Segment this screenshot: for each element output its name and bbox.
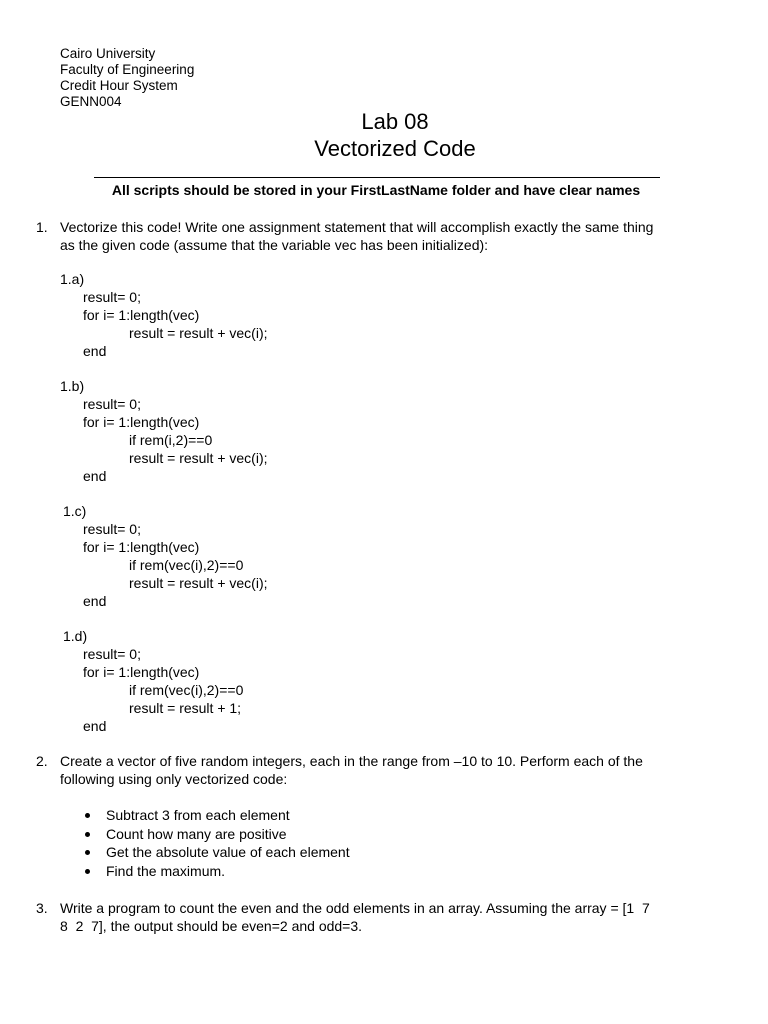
- code-line: result = result + vec(i);: [129, 575, 268, 591]
- bullet-text: Count how many are positive: [106, 825, 287, 842]
- code-part-label: 1.d): [63, 628, 88, 644]
- lab-topic-title: Vectorized Code: [314, 136, 476, 161]
- code-line: result = result + vec(i);: [129, 450, 268, 466]
- code-line: result= 0;: [83, 289, 141, 305]
- code-line: for i= 1:length(vec): [83, 414, 200, 430]
- code-part-label: 1.c): [63, 503, 87, 519]
- bullet-icon: [85, 813, 90, 818]
- code-line: if rem(vec(i),2)==0: [129, 682, 244, 698]
- question-2-line: Create a vector of five random integers, each in the range from –10 to 10. Perform each of the: [60, 753, 643, 769]
- code-line: result = result + vec(i);: [129, 325, 268, 341]
- code-line: result= 0;: [83, 396, 141, 412]
- code-line: end: [83, 343, 107, 359]
- bullet-text: Get the absolute value of each element: [106, 844, 350, 861]
- code-line: if rem(vec(i),2)==0: [129, 557, 244, 573]
- code-line: for i= 1:length(vec): [83, 307, 200, 323]
- institution-header: [60, 46, 194, 110]
- question-3-line: 8 2 7], the output should be even=2 and odd=3.: [60, 918, 363, 934]
- bullet-text: Subtract 3 from each element: [106, 807, 290, 823]
- code-line: end: [83, 468, 107, 484]
- faculty-name: Faculty of Engineering: [60, 62, 195, 77]
- code-part-label: 1.b): [60, 378, 85, 394]
- general-instruction: All scripts should be stored in your FirstLastName folder and have clear names: [111, 182, 641, 198]
- bullet-text: Find the maximum.: [106, 863, 226, 880]
- bullet-icon: [85, 869, 90, 874]
- question-2-number: 2.: [36, 753, 48, 769]
- lab-number-title: Lab 08: [361, 109, 429, 134]
- bullet-icon: [85, 850, 90, 855]
- code-part-label: 1.a): [60, 271, 85, 287]
- question-3-number: 3.: [36, 900, 48, 916]
- question-1-text: [60, 218, 728, 254]
- course-code: GENN004: [60, 94, 122, 109]
- university-name: Cairo University: [60, 46, 156, 61]
- question-1-number: 1.: [36, 219, 48, 235]
- code-line: end: [83, 718, 107, 734]
- code-line: result = result + 1;: [129, 700, 242, 716]
- code-line: for i= 1:length(vec): [83, 539, 200, 555]
- code-line: for i= 1:length(vec): [83, 664, 200, 680]
- question-3-text: [60, 899, 728, 935]
- question-2-line: following using only vectorized code:: [60, 771, 288, 787]
- system-name: Credit Hour System: [60, 78, 178, 93]
- question-1-line: Vectorize this code! Write one assignment statement that will accomplish exactly the same thing: [60, 219, 654, 235]
- code-line: result= 0;: [83, 646, 141, 662]
- question-1-line: as the given code (assume that the variable vec has been initialized):: [60, 237, 489, 253]
- code-line: result= 0;: [83, 521, 141, 537]
- code-line: if rem(i,2)==0: [129, 432, 213, 448]
- code-line: end: [83, 593, 107, 609]
- title-divider: [94, 177, 660, 178]
- question-3-line: Write a program to count the even and the odd elements in an array. Assuming the array = [1 7: [60, 900, 650, 916]
- question-2-text: [60, 752, 728, 788]
- bullet-icon: [85, 832, 90, 837]
